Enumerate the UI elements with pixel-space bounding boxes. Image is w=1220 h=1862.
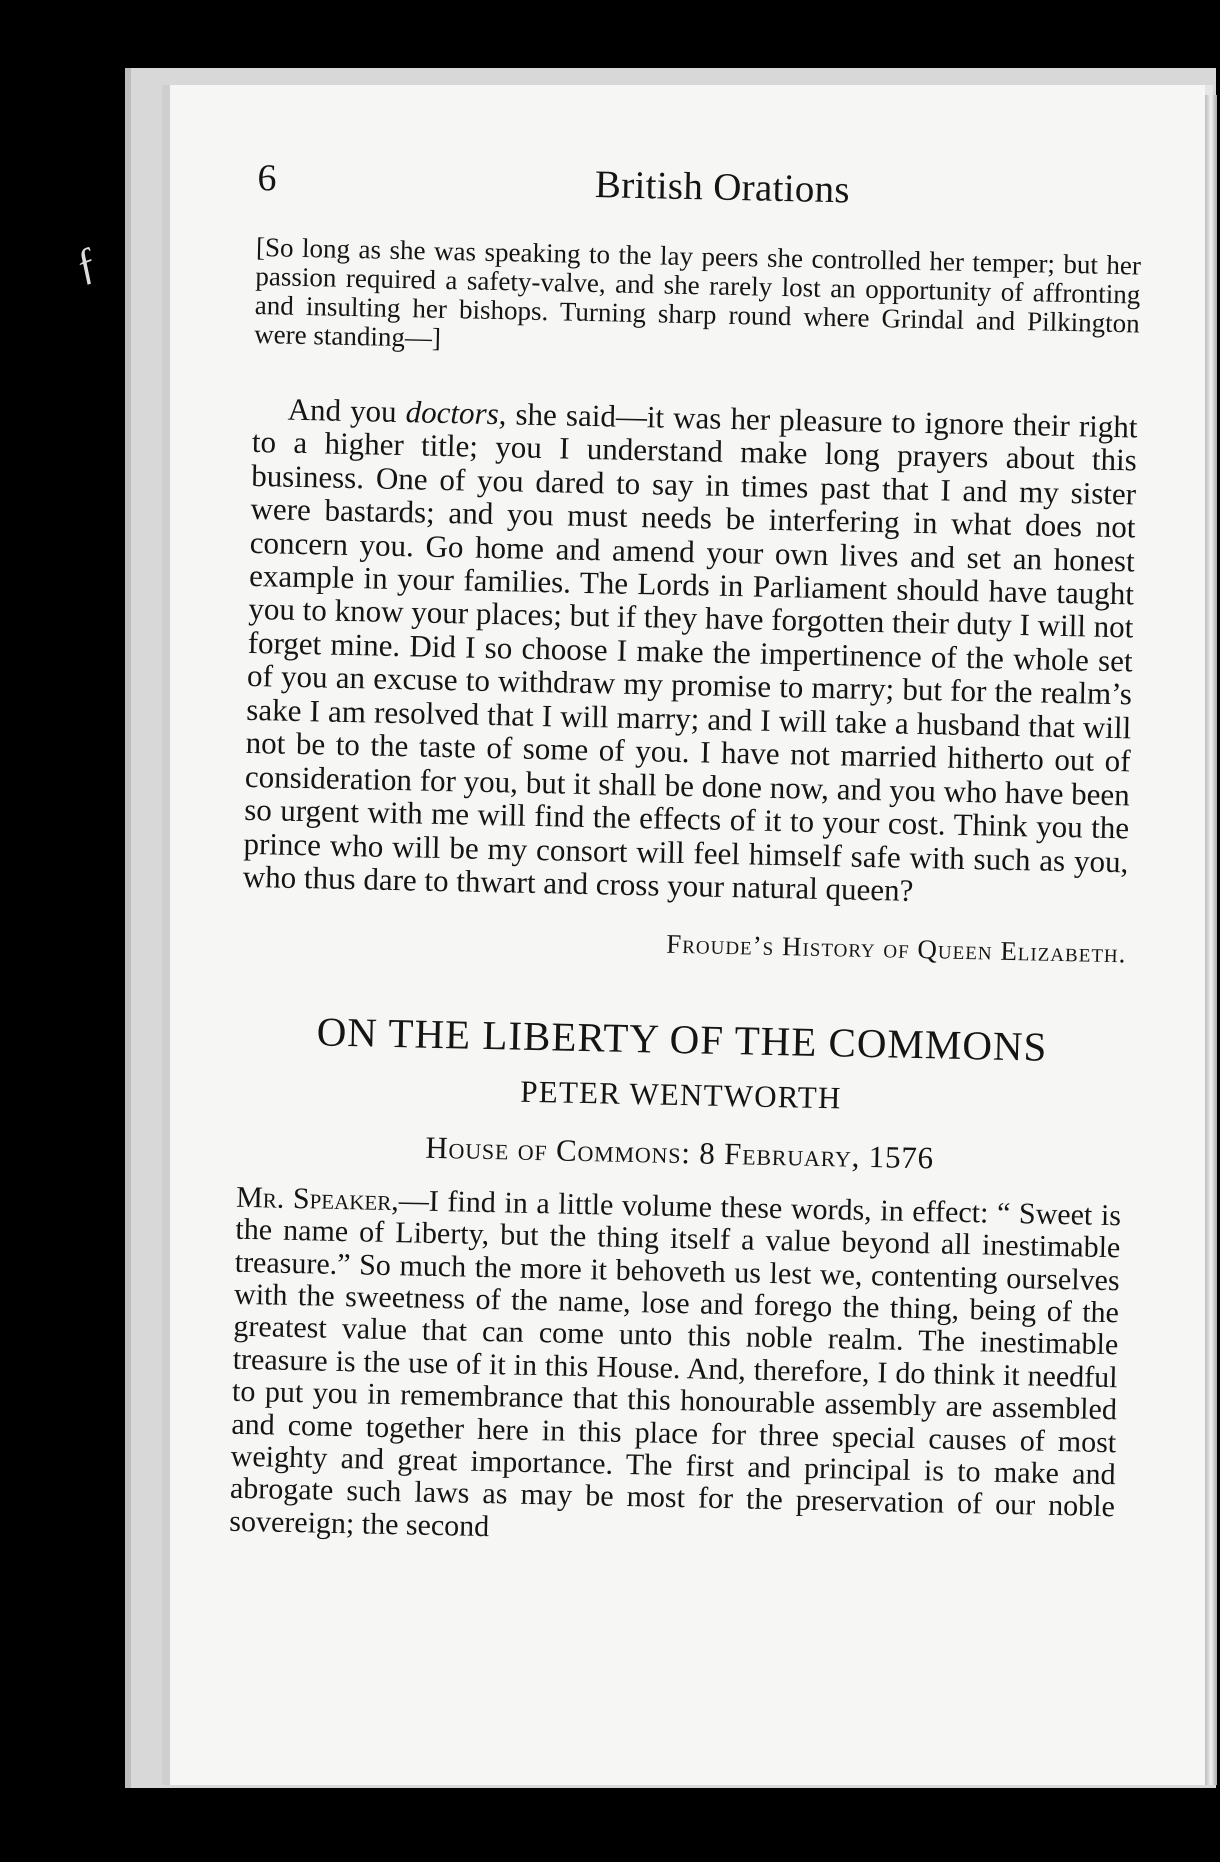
page-header [257,155,1143,244]
oration-body: —I find in a little volume these words, in effect: “ Sweet is the name of Liberty, but the thing itself a value beyond all inestimable treasure.” So much the more it behoveth us lest we, contenting ourselves with the sweetness of the name, lose and forego the thing, being of the greatest value that can come unto this noble realm. The inestimable treasure is the use of it in this House. And, therefore, I do think it needful to put you in remembrance that this honourable assembly are assembled and come together here in this place for three special causes of most weighty and great importance. The first and principal is to make and abrogate such laws as may be most for the preservation of our noble sovereign; the second [229,1183,1122,1543]
page-number: 6 [257,156,277,200]
speech-emphasis: doctors, [405,393,507,431]
running-head: British Orations [594,163,851,212]
oration-title: ON THE LIBERTY OF THE COMMONS [316,1008,1048,1070]
oration-text [229,1182,1121,1557]
source-citation: Froude’s History of Queen Elizabeth. [665,928,1127,969]
speech-prefix: And you [287,391,407,429]
book-page [170,85,1205,1785]
speaker-name: PETER WENTWORTH [519,1073,842,1116]
editorial-note: [So long as she was speaking to the lay peers she controlled her temper; but her passion required a safety-valve, and she rarely lost an opportunity of affronting and insulting her bishops. Turning sharp round where Grindal and Pilkington were standing—] [253,231,1142,354]
margin-mark: ƒ [67,236,106,291]
speech-body: she said—it was her pleasure to ignore their right to a higher title; you I understand make long prayers about this business. One of you dared to say in times past that I and my sister were bastards; and you must needs be interfering in what does not concern you. Go home and amend your own lives and set an honest example in your families. The Lords in Parliament should have taught you to know your places; but if they have forgotten their duty I will not forget mine. Did I so choose I make the impertinence of the whole set of you an excuse to withdraw my promise to marry; but for the realm’s sake I am resolved that I will marry; and I will take a husband that will not be to the taste of some of you. I have not married hitherto out of consideration for you, but it shall be done now, and you who have been so urgent with me will find the effects of it to your cost. Think you the prince who will be my consort will feel himself safe with such as you, who thus dare to thwart and cross your natural queen? [242,395,1138,909]
speech-paragraph [243,392,1138,912]
opening-address: Mr. Speaker, [235,1180,400,1217]
page-content [228,155,1142,1586]
oration-occasion: House of Commons: 8 February, 1576 [425,1129,935,1176]
page-edge [1205,95,1217,1785]
